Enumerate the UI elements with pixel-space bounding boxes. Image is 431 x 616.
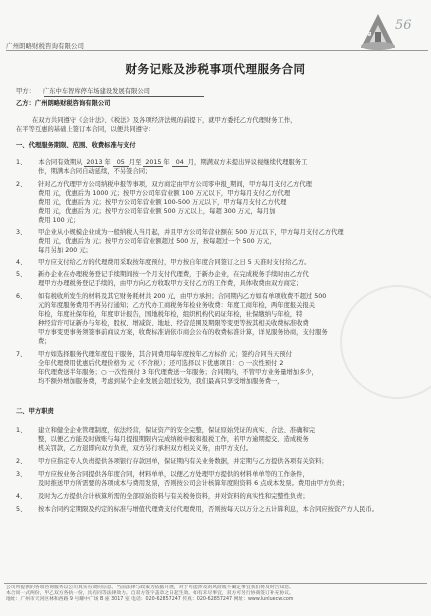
item-1-year-label: 年 <box>104 159 111 166</box>
end-month-field: 04 <box>172 159 188 167</box>
item-2-line-1: 针对乙方代理甲方公司纳税申报等事项，双方商定由甲方公司零申报_期间，甲方每月支付乙方代理 <box>38 181 312 188</box>
item-7-number: 7、 <box>16 351 27 358</box>
s2-item-3-line-1: 甲方应按业务合同提供各年度合同，材料单单，以便乙方处理甲方提供的材料单单等的工作条件， <box>38 471 309 478</box>
item-3-number: 3、 <box>16 229 27 236</box>
s2-item-3-number: 3、 <box>16 471 27 478</box>
item-7-line-3: 年代理费送半年服务；○ 一次性预付 3 年代理费送一年服务；合同期内，不管甲方业务量增加多少， <box>38 369 318 376</box>
item-1-number: 1、 <box>16 159 27 166</box>
party-a-underline <box>44 96 204 97</box>
item-2-line-4: 费用 元，优惠后为 元；按甲方公司年营业额 500 万元以上，每超 300 万元，每月加 <box>38 208 276 215</box>
item-7-line-1: 甲方如选择服务代理年度包干服务，其合同费用每年度按年乙方标价 元；签约合同当天预付 <box>38 351 292 358</box>
item-6-line-4: 种经营许可证新办与年检，股权、增减资、地址、经营范围及期限等变更等按其相关收费标准收费 <box>38 320 309 327</box>
party-a <box>16 88 150 95</box>
footer-line-2: 本合同一式两份，甲乙双方各执一份，具有同等法律效力。自双方签字盖章之日起生效。如有未尽事宜，双方可另行协商签订补充协议。 <box>6 591 294 597</box>
header-divider <box>6 50 428 51</box>
party-a-label: 甲方： <box>16 88 35 95</box>
s2-item-4-number: 4、 <box>16 493 27 500</box>
item-6-number: 6、 <box>16 293 27 300</box>
handwritten-mark: 56 <box>395 18 412 33</box>
item-1 <box>16 159 307 167</box>
s2-item-1-line-3: 机关罚款，乙方退即向双方负责，双方另行承担双方相关义务，由甲方支付。 <box>38 445 253 452</box>
item-3-line-2: 费用 元，优惠后为 元；按甲方公司年营业额超过 500 万，按每超过一个 500 万元， <box>38 238 276 245</box>
s2-item-4-line-1: 及时为乙方提供合计核算所需的全部原始资料与有关税务资料，并对资料的真实性和完整性负责； <box>38 493 309 500</box>
item-6-line-2: 元的年度服务费用不再另行通知；乙方代办工商税务年检业务收费：年度工商年检，两年度报关报关 <box>38 302 316 309</box>
s2-item-5-line-1: 按本合同约定期限及约定的标准与增值代理费支付代理费用，否则按每天以万分之五计算利息，本合同应按资产方人民币。 <box>38 506 379 513</box>
item-1-cont: 作，期满本合同自动延续，不另签合同； <box>38 168 152 175</box>
s2-item-2-line-1: 甲方应指定专人负责提供各项银行存款回单，保证期内有关业务数据，并定期与乙方提供各项有关资料； <box>38 458 328 465</box>
intro-line-1: 在双方共同遵守《会计法》、《税法》及各项经济法规的前提下，就甲方委托乙方代理财务工作， <box>32 117 297 124</box>
item-2-line-3: 费用 元，优惠后为 元；按甲方公司年营业额 100-500 万元以下，甲方每月支付乙方代理 <box>38 199 287 206</box>
s2-item-2-number: 2、 <box>16 458 27 465</box>
s2-item-5-number: 5、 <box>16 506 27 513</box>
item-6-line-3: 年检，年度社保年检，年度审计报告，国地税年检，组织机构代码证年检，社保缴纳与年检，特 <box>38 311 303 318</box>
item-7-line-4: 均不额外增加服务费，考虑到某个企业发展会超过较为，我们最高只享受增加服务费一， <box>38 378 284 385</box>
item-3-line-3: 每月另加 200 元； <box>38 247 92 254</box>
item-6-line-1: 如有税收所发生的材料及其它财务耗材共 200 元，由甲方承担；合同期内乙方如有单项收费不超过 500 <box>38 293 327 300</box>
footer-line-1: 公司所提供的各项咨询服务以公司真实有效的信息、当前法律与政策为依据开展，对于可能涉及的风险或不确定事宜我们将及时告知您。 <box>6 585 294 590</box>
footer-notes <box>6 585 424 604</box>
svg-text:ᵍ: ᵍ <box>367 31 372 41</box>
footer-contact-line: 地址：广州市天河区林和西路 9 号耀中广场 B 座 3017 室 电话：020-62857247 传真：020-62857247 网址：www.lunluecw.com <box>6 597 294 603</box>
item-1-month-label: 月至 <box>128 159 142 166</box>
item-2-line-2: 费用 元，优惠后为 1000 元；按甲方公司年营业额 100 万元以下，甲方每月支付乙方代理 <box>38 190 291 197</box>
party-b-label: 乙方： <box>16 100 35 107</box>
party-b <box>16 100 110 107</box>
end-year-field: 2015 <box>145 159 162 166</box>
party-a-name: 广东中车智库停车场建设发展有限公司 <box>42 88 150 95</box>
item-5-number: 5、 <box>16 271 27 278</box>
s2-item-1-line-1: 建立和健全企业管理制度，依法经营，保证资产的安全完整，保证原始凭证的真实、合法、准确和完 <box>38 427 316 434</box>
item-2-number: 2、 <box>16 181 27 188</box>
start-month-field: 05 <box>113 159 129 167</box>
item-1-tail: 月，期满双方未提出异议视继续代理服务工 <box>187 159 308 166</box>
section-1-heading: 一、代理服务期限、范围、收费标准与支付 <box>16 142 136 149</box>
intro-line-2: 在平等互惠的基础上签订本合同，以便共同遵守： <box>16 126 155 133</box>
item-4-number: 4、 <box>16 259 27 266</box>
header-company-name: 广州朗略财税咨询有限公司 <box>6 42 84 50</box>
start-year-field: 2013 <box>86 159 103 166</box>
item-4-text: 甲方应支付给乙方的代理费用采取按年度预付，甲方按自年度合同签订之日 5 天准时支付给乙方。 <box>38 259 311 266</box>
item-6-line-5: 甲方事变更事务须签事前商议方案，收费标准请依市商会公布的收费标准计算，详见服务协商，支付服务 <box>38 329 328 336</box>
s2-item-1-line-2: 整，以便乙方能及时做账与每月提报期限内完成纳税申报和报税工作，若甲方逾期提交、造成税务 <box>38 436 309 443</box>
faded-seal-icon <box>340 285 431 399</box>
item-5-line-1: 新办企业在办理税务登记手续期间按一个月支付代理费，于新办企业，在完成税务手续时由乙方代 <box>38 271 309 278</box>
item-3-line-1: 甲企业从小规模企业成为一般纳税人当月起，并且甲方公司年营业额在 500 万元以下，甲方每月支付乙方代理 <box>38 229 344 236</box>
party-b-name: 广州朗略财税咨询有限公司 <box>34 100 111 107</box>
section-2-heading: 二、甲方职责 <box>16 408 54 415</box>
s2-item-3-line-2: 及时推送甲方所需要的各项成本与费用发票，否则按公司会计核算年度附资料 6 点成本发票。费用由甲方负责； <box>38 480 349 487</box>
item-1-text: 本合同有效期从 <box>38 159 83 166</box>
item-5-line-2: 理甲方办理税务登记手续的，由甲方向乙方收取甲方支付乙方的工作费，具体收费由双方商定； <box>38 280 303 287</box>
contract-title: 财务记账及涉税事项代理服务合同 <box>125 62 306 76</box>
s2-item-1-number: 1、 <box>16 427 27 434</box>
item-1-year-label-2: 年 <box>163 159 170 166</box>
item-7-line-2: 全年代理费用优惠后代理价格为 元（不含税）；还可选择以下优惠项目：○ 一次性预付 2 <box>38 360 284 367</box>
item-6-line-6: 费； <box>38 338 51 345</box>
item-2-line-5: 费用 100 元； <box>38 217 80 224</box>
